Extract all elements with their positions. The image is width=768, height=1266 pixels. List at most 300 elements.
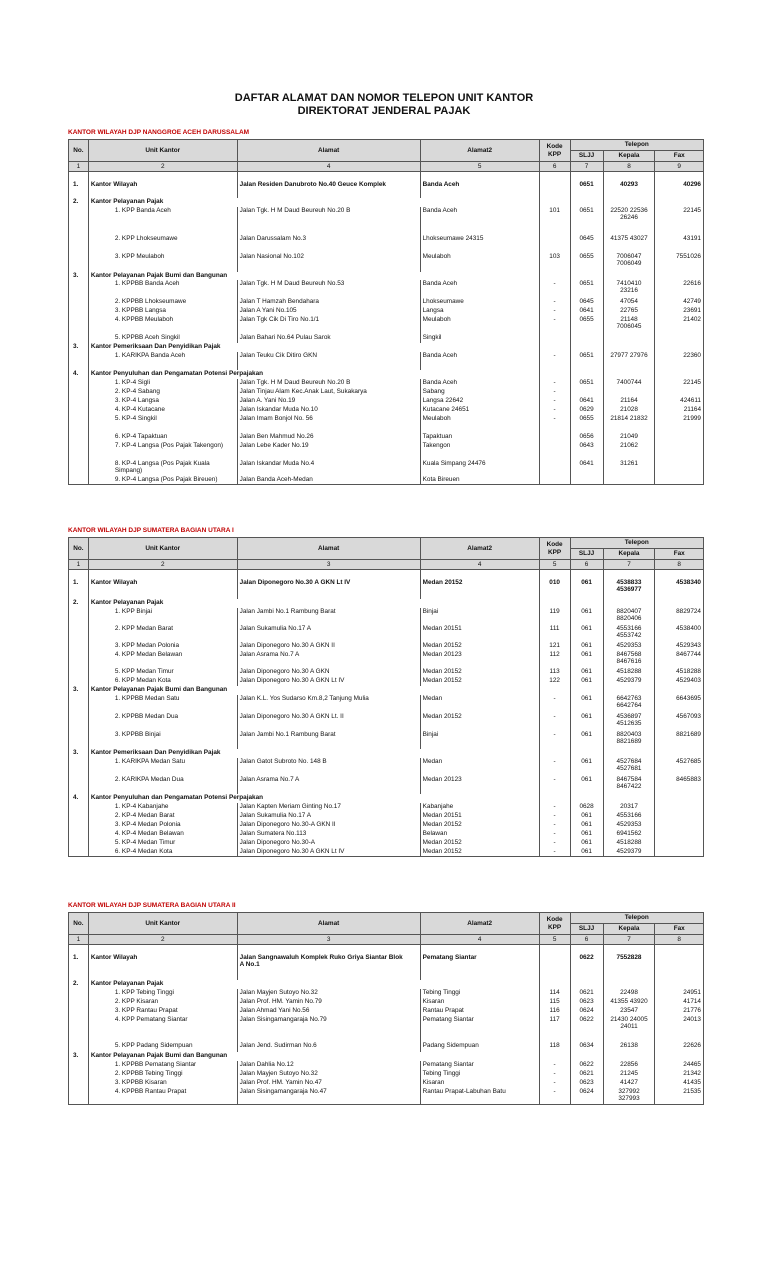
- cell-sljj: 0621: [570, 1070, 603, 1079]
- cell-sljj: 0624: [570, 1007, 603, 1016]
- cell-kode-kpp: 119: [539, 608, 570, 625]
- cell-sljj: 061: [570, 812, 603, 821]
- cell-unit-kantor: Kantor Wilayah: [88, 579, 237, 599]
- cell-sljj: 0628: [570, 803, 603, 812]
- cell-alamat2: Tapaktuan: [420, 433, 539, 442]
- cell-sljj: [570, 476, 603, 485]
- cell-fax: [655, 370, 704, 379]
- header-fax: Fax: [655, 924, 704, 935]
- cell-number: [69, 731, 89, 749]
- column-index-cell: 7: [603, 935, 655, 945]
- cell-alamat: [237, 945, 420, 954]
- cell-number: [69, 307, 89, 316]
- cell-alamat: Jalan Imam Bonjol No. 56: [237, 415, 420, 433]
- cell-fax: [655, 794, 704, 803]
- cell-sljj: 061: [570, 830, 603, 839]
- cell-alamat2: [420, 570, 539, 579]
- cell-fax: 4518288: [655, 668, 704, 677]
- cell-kepala: [603, 731, 655, 749]
- cell-fax: [655, 945, 704, 954]
- office-row: [69, 830, 704, 839]
- column-index-cell: 1: [69, 560, 89, 570]
- cell-fax: [655, 848, 704, 857]
- cell-number: [69, 352, 89, 370]
- cell-kode-kpp: [539, 460, 570, 476]
- group-row: [69, 749, 704, 758]
- cell-kode-kpp: [539, 686, 570, 695]
- group-row: [69, 343, 704, 352]
- cell-sljj: [570, 334, 603, 343]
- cell-fax: [655, 980, 704, 989]
- header-kepala: Kepala: [603, 549, 655, 560]
- cell-kepala: [603, 579, 655, 599]
- cell-sljj: 0622: [570, 954, 603, 980]
- cell-number: 1.: [69, 181, 89, 198]
- cell-unit-kantor: Kantor Pemeriksaan Dan Penyidikan Pajak: [88, 343, 539, 352]
- column-index-cell: 6: [570, 935, 603, 945]
- cell-alamat: Jalan Gatot Subroto No. 148 B: [237, 758, 420, 776]
- column-index-cell: 5: [420, 162, 539, 172]
- cell-kepala-line: 23216: [620, 286, 638, 294]
- cell-sljj: 061: [570, 608, 603, 625]
- cell-kepala: [603, 570, 655, 579]
- cell-kode-kpp: -: [539, 280, 570, 298]
- cell-kepala-line: 21430 24005: [610, 1015, 648, 1023]
- cell-kepala: 4529353: [603, 642, 655, 651]
- cell-sljj: [570, 272, 603, 280]
- cell-alamat2: Kota Bireuen: [420, 476, 539, 485]
- cell-sljj: 0651: [570, 280, 603, 298]
- office-row: [69, 848, 704, 857]
- cell-kode-kpp: [539, 442, 570, 460]
- cell-unit-kantor: Kantor Pelayanan Pajak Bumi dan Bangunan: [88, 686, 539, 695]
- office-row: [69, 839, 704, 848]
- cell-alamat: Jalan Mayjen Sutoyo No.32: [237, 1070, 420, 1079]
- cell-sljj: 0651: [570, 207, 603, 235]
- cell-alamat2: Banda Aceh: [420, 207, 539, 235]
- cell-alamat2: Medan 20152: [420, 821, 539, 830]
- cell-alamat2: Medan 20152: [420, 848, 539, 857]
- cell-fax: [655, 812, 704, 821]
- cell-alamat: Jalan Banda Aceh-Medan: [237, 476, 420, 485]
- cell-fax: 41435: [655, 1079, 704, 1088]
- cell-kepala: [603, 334, 655, 343]
- cell-sljj: 0645: [570, 235, 603, 253]
- cell-alamat: Jalan Ahmad Yani No.56: [237, 1007, 420, 1016]
- cell-alamat: Jalan Teuku Cik Ditiro GKN: [237, 352, 420, 370]
- cell-fax: 7551026: [655, 253, 704, 272]
- cell-kepala: 23547: [603, 1007, 655, 1016]
- cell-unit-kantor: [88, 460, 237, 476]
- cell-kode-kpp: -: [539, 731, 570, 749]
- cell-kode-kpp: -: [539, 397, 570, 406]
- cell-unit-kantor: 2. KPPBB Tebing Tinggi: [88, 1070, 237, 1079]
- cell-kode-kpp: 122: [539, 677, 570, 686]
- cell-alamat: Jalan K.L. Yos Sudarso Km.8,2 Tanjung Mulia: [237, 695, 420, 713]
- office-row: [69, 1016, 704, 1042]
- cell-number: [69, 839, 89, 848]
- cell-sljj: 0643: [570, 442, 603, 460]
- cell-sljj: 061: [570, 758, 603, 776]
- cell-alamat2: Medan 20152: [420, 668, 539, 677]
- cell-number: 4.: [69, 794, 89, 803]
- spacer-row: [69, 570, 704, 579]
- cell-kepala: 21814 21832: [603, 415, 655, 433]
- office-row: [69, 415, 704, 433]
- cell-fax: 4529403: [655, 677, 704, 686]
- column-index-cell: 1: [69, 162, 89, 172]
- cell-unit-kantor: 4. KPP Pematang Siantar: [88, 1016, 237, 1042]
- cell-number: [69, 207, 89, 235]
- region-section-aceh: [68, 128, 704, 485]
- cell-alamat: Jalan Iskandar Muda No.4: [237, 460, 420, 476]
- cell-fax: 4538340: [655, 579, 704, 599]
- cell-sljj: 0651: [570, 181, 603, 198]
- cell-alamat2: Lhokseumawe: [420, 298, 539, 307]
- cell-kode-kpp: [539, 1052, 570, 1061]
- cell-fax: 40296: [655, 181, 704, 198]
- cell-fax: [655, 334, 704, 343]
- office-row: [69, 253, 704, 272]
- cell-kepala: [603, 625, 655, 642]
- cell-alamat: Jalan Diponegoro No.30-A GKN II: [237, 821, 420, 830]
- cell-kepala-line: 4512635: [616, 719, 642, 727]
- cell-alamat: Jalan Prof. HM. Yamin No.79: [237, 998, 420, 1007]
- cell-sljj: 0655: [570, 253, 603, 272]
- cell-fax: 4527685: [655, 758, 704, 776]
- cell-fax: 24465: [655, 1061, 704, 1070]
- cell-alamat2: Kutacane 24651: [420, 406, 539, 415]
- office-row: [69, 608, 704, 625]
- cell-unit-kantor: 6. KPP Medan Kota: [88, 677, 237, 686]
- cell-kode-kpp: -: [539, 388, 570, 397]
- cell-unit-kantor: Kantor Pelayanan Pajak: [88, 198, 539, 207]
- office-row: [69, 397, 704, 406]
- cell-unit-kantor: 3. KPP Meulaboh: [88, 253, 237, 272]
- cell-number: [69, 945, 89, 954]
- cell-kode-kpp: [539, 980, 570, 989]
- cell-kepala: 21028: [603, 406, 655, 415]
- cell-alamat: Jalan Tgk. H M Daud Beureuh No.20 B: [237, 207, 420, 235]
- cell-kode-kpp: [539, 749, 570, 758]
- cell-unit-kantor: 3. KP-4 Langsa: [88, 397, 237, 406]
- cell-unit-kantor: Kantor Penyuluhan dan Pengamatan Potensi Perpajakan: [88, 370, 539, 379]
- header-sljj: SLJJ: [570, 151, 603, 162]
- cell-number: [69, 830, 89, 839]
- office-row: [69, 460, 704, 476]
- cell-number: [69, 989, 89, 998]
- header-sljj: SLJJ: [570, 549, 603, 560]
- cell-alamat2: Medan 20152: [420, 713, 539, 731]
- column-index-cell: 3: [237, 560, 420, 570]
- office-row: [69, 713, 704, 731]
- column-index-cell: 7: [570, 162, 603, 172]
- cell-kepala: [603, 280, 655, 298]
- cell-sljj: 0641: [570, 307, 603, 316]
- column-index-cell: 5: [539, 935, 570, 945]
- cell-fax: [655, 460, 704, 476]
- cell-kepala: [603, 198, 655, 207]
- cell-sljj: 0641: [570, 397, 603, 406]
- cell-kode-kpp: -: [539, 415, 570, 433]
- cell-unit-kantor: 3. KP-4 Medan Polonia: [88, 821, 237, 830]
- office-row: [69, 1042, 704, 1052]
- cell-alamat: Jalan Diponegoro No.30 A GKN Lt IV: [237, 848, 420, 857]
- cell-kepala-line: 4538833: [616, 578, 642, 586]
- office-row: [69, 651, 704, 668]
- cell-sljj: [570, 794, 603, 803]
- cell-kepala-line: 4527684: [616, 757, 642, 765]
- cell-number: 4.: [69, 370, 89, 379]
- cell-alamat: Jalan Sisingamangaraja No.79: [237, 1016, 420, 1042]
- cell-unit-kantor: 2. KPP Lhokseumawe: [88, 235, 237, 253]
- cell-kepala: 47054: [603, 298, 655, 307]
- column-index-cell: 6: [539, 162, 570, 172]
- office-row: [69, 1079, 704, 1088]
- cell-number: [69, 334, 89, 343]
- cell-fax: 22626: [655, 1042, 704, 1052]
- cell-number: [69, 253, 89, 272]
- cell-sljj: [570, 749, 603, 758]
- cell-kepala-line: 7006047: [616, 252, 642, 260]
- cell-sljj: 0634: [570, 1042, 603, 1052]
- cell-alamat2: Sabang: [420, 388, 539, 397]
- cell-unit-kantor: 3. KPPBB Binjai: [88, 731, 237, 749]
- office-row: [69, 812, 704, 821]
- header-row: [69, 140, 704, 151]
- cell-alamat: Jalan Darussalam No.3: [237, 235, 420, 253]
- cell-alamat2: [420, 172, 539, 181]
- cell-kepala-line: 6642763: [616, 694, 642, 702]
- cell-kepala: 41355 43920: [603, 998, 655, 1007]
- cell-sljj: 0641: [570, 460, 603, 476]
- cell-fax: [655, 198, 704, 207]
- cell-kepala: [603, 1016, 655, 1042]
- office-row: [69, 334, 704, 343]
- cell-kepala-line: 8820406: [616, 614, 642, 622]
- cell-number: [69, 415, 89, 433]
- cell-unit-kantor: Kantor Pelayanan Pajak Bumi dan Bangunan: [88, 272, 539, 280]
- cell-number: [69, 1042, 89, 1052]
- cell-alamat2: Pematang Siantar: [420, 954, 539, 980]
- cell-fax: 23691: [655, 307, 704, 316]
- cell-kepala: [603, 316, 655, 334]
- group-row: [69, 579, 704, 599]
- cell-alamat2: Medan: [420, 695, 539, 713]
- cell-sljj: 0623: [570, 1079, 603, 1088]
- cell-kode-kpp: [539, 570, 570, 579]
- group-row: [69, 980, 704, 989]
- cell-unit-kantor: 3. KPPBB Kisaran: [88, 1079, 237, 1088]
- cell-number: [69, 758, 89, 776]
- office-row: [69, 476, 704, 485]
- cell-unit-kantor-line: Simpang): [114, 466, 143, 474]
- cell-unit-kantor: 1. KPPBB Pematang Siantar: [88, 1061, 237, 1070]
- cell-sljj: 0623: [570, 998, 603, 1007]
- cell-fax: [655, 599, 704, 608]
- header-alamat2: Alamat2: [420, 538, 539, 560]
- column-index-cell: 8: [603, 162, 655, 172]
- cell-kepala: [603, 1088, 655, 1105]
- office-row: [69, 316, 704, 334]
- cell-fax: 42749: [655, 298, 704, 307]
- cell-unit-kantor: 1. KPPBB Medan Satu: [88, 695, 237, 713]
- cell-unit-kantor: 2. KP-4 Sabang: [88, 388, 237, 397]
- header-unit-kantor: Unit Kantor: [88, 913, 237, 935]
- cell-alamat2: Banda Aceh: [420, 280, 539, 298]
- cell-kode-kpp: -: [539, 316, 570, 334]
- cell-kode-kpp: 114: [539, 989, 570, 998]
- cell-number: [69, 298, 89, 307]
- cell-kepala-line: 8467616: [616, 657, 642, 665]
- cell-unit-kantor: 3. KPPBB Langsa: [88, 307, 237, 316]
- cell-unit-kantor: 1. KP-4 Sigli: [88, 379, 237, 388]
- header-sljj: SLJJ: [570, 924, 603, 935]
- cell-unit-kantor: 1. KARIKPA Medan Satu: [88, 758, 237, 776]
- cell-kode-kpp: 113: [539, 668, 570, 677]
- office-row: [69, 207, 704, 235]
- cell-number: [69, 172, 89, 181]
- cell-number: [69, 677, 89, 686]
- header-telepon: Telepon: [570, 913, 703, 924]
- cell-kepala-line: 8820403: [616, 730, 642, 738]
- cell-kode-kpp: -: [539, 839, 570, 848]
- cell-kepala-line: 4536897: [616, 712, 642, 720]
- cell-alamat2: [420, 945, 539, 954]
- office-row: [69, 731, 704, 749]
- cell-alamat: Jalan A Yani No.105: [237, 307, 420, 316]
- cell-alamat: Jalan Bahari No.64 Pulau Sarok: [237, 334, 420, 343]
- column-index-row: [69, 560, 704, 570]
- header-row: [69, 913, 704, 924]
- cell-alamat2: Meulaboh: [420, 316, 539, 334]
- cell-fax: [655, 570, 704, 579]
- column-index-cell: 8: [655, 560, 704, 570]
- cell-unit-kantor: Kantor Pemeriksaan Dan Penyidikan Pajak: [88, 749, 539, 758]
- cell-kepala: 41375 43027: [603, 235, 655, 253]
- cell-number: [69, 570, 89, 579]
- cell-fax: 21776: [655, 1007, 704, 1016]
- cell-kepala: [603, 651, 655, 668]
- column-index-cell: 3: [237, 935, 420, 945]
- document-title-line2: DIREKTORAT JENDERAL PAJAK: [297, 105, 471, 117]
- cell-sljj: 061: [570, 579, 603, 599]
- cell-fax: 6643695: [655, 695, 704, 713]
- group-row: [69, 686, 704, 695]
- cell-kode-kpp: -: [539, 1079, 570, 1088]
- cell-alamat2: Medan 20152: [420, 642, 539, 651]
- office-row: [69, 668, 704, 677]
- cell-alamat2: Medan 20123: [420, 651, 539, 668]
- column-index-cell: 4: [420, 560, 539, 570]
- header-alamat: Alamat: [237, 538, 420, 560]
- cell-number: [69, 695, 89, 713]
- cell-kepala-line: 4536977: [616, 585, 642, 593]
- cell-kepala: [603, 476, 655, 485]
- column-index-cell: 7: [603, 560, 655, 570]
- cell-kepala-line: 6642764: [616, 701, 642, 709]
- cell-sljj: 0645: [570, 298, 603, 307]
- cell-sljj: 061: [570, 731, 603, 749]
- cell-fax: [655, 749, 704, 758]
- office-row: [69, 388, 704, 397]
- cell-alamat: Jalan Asrama No.7 A: [237, 651, 420, 668]
- cell-number: 3.: [69, 343, 89, 352]
- cell-kode-kpp: -: [539, 1088, 570, 1105]
- cell-sljj: 061: [570, 695, 603, 713]
- cell-number: 1.: [69, 579, 89, 599]
- column-index-cell: 2: [88, 560, 237, 570]
- cell-unit-kantor: 4. KP-4 Medan Belawan: [88, 830, 237, 839]
- region-title: KANTOR WILAYAH DJP SUMATERA BAGIAN UTARA II: [68, 902, 236, 909]
- cell-unit-kantor: 6. KP-4 Tapaktuan: [88, 433, 237, 442]
- header-fax: Fax: [655, 151, 704, 162]
- cell-kode-kpp: [539, 794, 570, 803]
- cell-unit-kantor: Kantor Wilayah: [88, 181, 237, 198]
- cell-unit-kantor: 1. KPP Binjai: [88, 608, 237, 625]
- cell-sljj: [570, 599, 603, 608]
- cell-fax: 22616: [655, 280, 704, 298]
- cell-unit-kantor: 4. KPPBB Rantau Prapat: [88, 1088, 237, 1105]
- cell-kode-kpp: -: [539, 830, 570, 839]
- cell-alamat: Jalan Diponegoro No.30 A GKN Lt IV: [237, 677, 420, 686]
- cell-kode-kpp: -: [539, 848, 570, 857]
- cell-fax: [655, 954, 704, 980]
- cell-alamat: Jalan A. Yani No.19: [237, 397, 420, 406]
- cell-kepala: 31261: [603, 460, 655, 476]
- cell-alamat2: Takengon: [420, 442, 539, 460]
- cell-kepala: [603, 794, 655, 803]
- cell-number: [69, 713, 89, 731]
- cell-alamat2: Kisaran: [420, 998, 539, 1007]
- cell-unit-kantor: 6. KP-4 Medan Kota: [88, 848, 237, 857]
- cell-alamat2: Tebing Tinggi: [420, 989, 539, 998]
- cell-kepala: [603, 713, 655, 731]
- cell-sljj: 061: [570, 651, 603, 668]
- cell-fax: 8465883: [655, 776, 704, 794]
- cell-fax: 4567093: [655, 713, 704, 731]
- cell-unit-kantor: 5. KP-4 Singkil: [88, 415, 237, 433]
- cell-sljj: 0622: [570, 1016, 603, 1042]
- column-index-cell: 4: [420, 935, 539, 945]
- cell-alamat2: Medan 20151: [420, 625, 539, 642]
- office-row: [69, 1070, 704, 1079]
- cell-kepala: [603, 253, 655, 272]
- cell-kode-kpp: [539, 945, 570, 954]
- cell-alamat2: Banda Aceh: [420, 379, 539, 388]
- cell-number: [69, 406, 89, 415]
- cell-kode-kpp: [539, 181, 570, 198]
- group-row: [69, 272, 704, 280]
- header-row: [69, 538, 704, 549]
- cell-sljj: [570, 370, 603, 379]
- cell-number: [69, 668, 89, 677]
- spacer-row: [69, 172, 704, 181]
- cell-alamat2: Langsa 22642: [420, 397, 539, 406]
- cell-sljj: 061: [570, 848, 603, 857]
- cell-kepala: 21049: [603, 433, 655, 442]
- group-row: [69, 181, 704, 198]
- cell-kepala-line: 22520 22536: [610, 206, 648, 214]
- cell-kode-kpp: 118: [539, 1042, 570, 1052]
- cell-number: [69, 803, 89, 812]
- cell-kode-kpp: 101: [539, 207, 570, 235]
- office-row: [69, 1088, 704, 1105]
- cell-fax: 22360: [655, 352, 704, 370]
- cell-kode-kpp: -: [539, 695, 570, 713]
- cell-kepala: 4518288: [603, 668, 655, 677]
- cell-alamat2: Binjai: [420, 608, 539, 625]
